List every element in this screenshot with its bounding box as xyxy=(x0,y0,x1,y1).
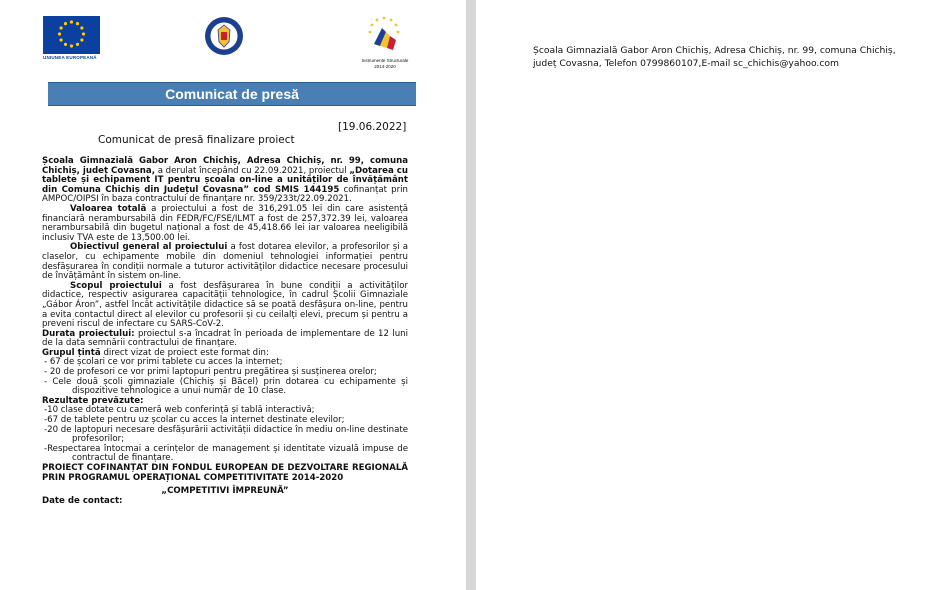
duration-paragraph: Durata proiectului: proiectul s-a încadrat în perioada de implementare de 12 luni de la data semnării contractului de finanțare. xyxy=(42,328,408,349)
document-page-right xyxy=(476,0,939,590)
contact-line: județ Covasna, Telefon 0799860107,E-mail sc_chichis@yahoo.com xyxy=(533,58,839,69)
motto: „COMPETITIVI ÎMPREUNĂ” xyxy=(161,486,289,497)
contact-label: Date de contact: xyxy=(42,495,123,506)
list-item: -67 de tablete pentru uz școlar cu acces la internet destinate elevilor; xyxy=(44,415,345,426)
document-body xyxy=(42,157,408,506)
document-subtitle: Comunicat de presă finalizare proiect xyxy=(98,134,295,146)
list-item: - Cele două școli gimnaziale (Chichiș și Băcel) prin dotarea cu echipamente și dispozitive tehnologice a unui număr de 10 clase. xyxy=(44,376,408,397)
press-release-banner: Comunicat de presă xyxy=(48,82,416,106)
value-paragraph: Valoarea totală a proiectului a fost de 316,291.05 lei din care asistență financiară nerambursabilă din FEDR/FC/FSE/ILMT a fost de 257,372.39 lei, valoarea nerambursabilă din bugetul național a fost de 45,418.66 lei iar valoarea neeligibilă inclusiv TVA este de 13,500.00 lei. xyxy=(42,203,408,243)
document-page-left xyxy=(0,0,466,590)
cofinancing-statement: PROIECT COFINANȚAT DIN FONDUL EUROPEAN DE DEZVOLTARE REGIONALĂ PRIN PROGRAMUL OPERAȚIONAL COMPETITIVITATE 2014-2020 xyxy=(42,463,408,483)
list-item: - 20 de profesori ce vor primi laptopuri pentru pregătirea și susținerea orelor; xyxy=(44,367,377,378)
list-item: -20 de laptopuri necesare desfășurării activității didactice în mediu on-line destinate profesorilor; xyxy=(44,424,408,445)
contact-block xyxy=(533,44,913,70)
list-item: - 67 de școlari ce vor primi tablete cu acces la internet; xyxy=(44,357,283,368)
page-gutter xyxy=(466,0,476,590)
target-group-heading: Grupul țintă direct vizat de proiect este format din: xyxy=(42,347,269,358)
intro-paragraph: Școala Gimnazială Gabor Aron Chichiș, Adresa Chichiș, nr. 99, comuna Chichiș, județ Covasna, a derulat începând cu 22.09.2021, proiectul „Dotarea cu tablete și echipament IT pentru școala on-line a unităților de învățământ din Comuna Chichiș din Județul Covasna” cod SMIS 144195 cofinanțat prin AMPOC/OIPSI în baza contractului de finanțare nr. 359/233t/22.09.2021. xyxy=(42,156,409,205)
eu-flag-icon xyxy=(43,16,100,54)
results-heading: Rezultate prevăzute: xyxy=(42,395,144,406)
list-item: -10 clase dotate cu cameră web conferință și tablă interactivă; xyxy=(44,405,315,416)
document-date: [19.06.2022] xyxy=(338,121,407,133)
structural-instruments-logo-icon xyxy=(360,14,408,56)
government-emblem-icon xyxy=(204,16,244,56)
objective-paragraph: Obiectivul general al proiectului a fost dotarea elevilor, a profesorilor și a claselor, cu echipamente mobile din domeniul tehnologiei informației pentru desfășurarea în condiții normale a tuturor activităților didactice necesare procesului de învățământ în sistem on-line. xyxy=(42,242,408,282)
list-item: -Respectarea întocmai a cerințelor de management și identitate vizuală impuse de contractul de finanțare. xyxy=(44,443,408,464)
scope-paragraph: Scopul proiectului a fost desfășurarea în bune condiții a activităților didactice, respectiv asigurarea capacității tehnologice, în cadrul Școlii Gimnaziale „Gábor Áron”, astfel încât activitățile didactice să se poată desfășura on-line, pentru a evita contactul direct al elevilor cu profesorii și cu ceilalți elevi, precum și pentru a preveni riscul de infectare cu SARS-CoV-2. xyxy=(42,280,408,330)
eu-label: UNIUNEA EUROPEANĂ xyxy=(43,55,97,60)
structural-instruments-label: Instrumente Structurale 2014-2020 xyxy=(361,58,409,69)
contact-line: Școala Gimnazială Gabor Aron Chichiș, Adresa Chichiș, nr. 99, comuna Chichiș, xyxy=(533,45,896,56)
